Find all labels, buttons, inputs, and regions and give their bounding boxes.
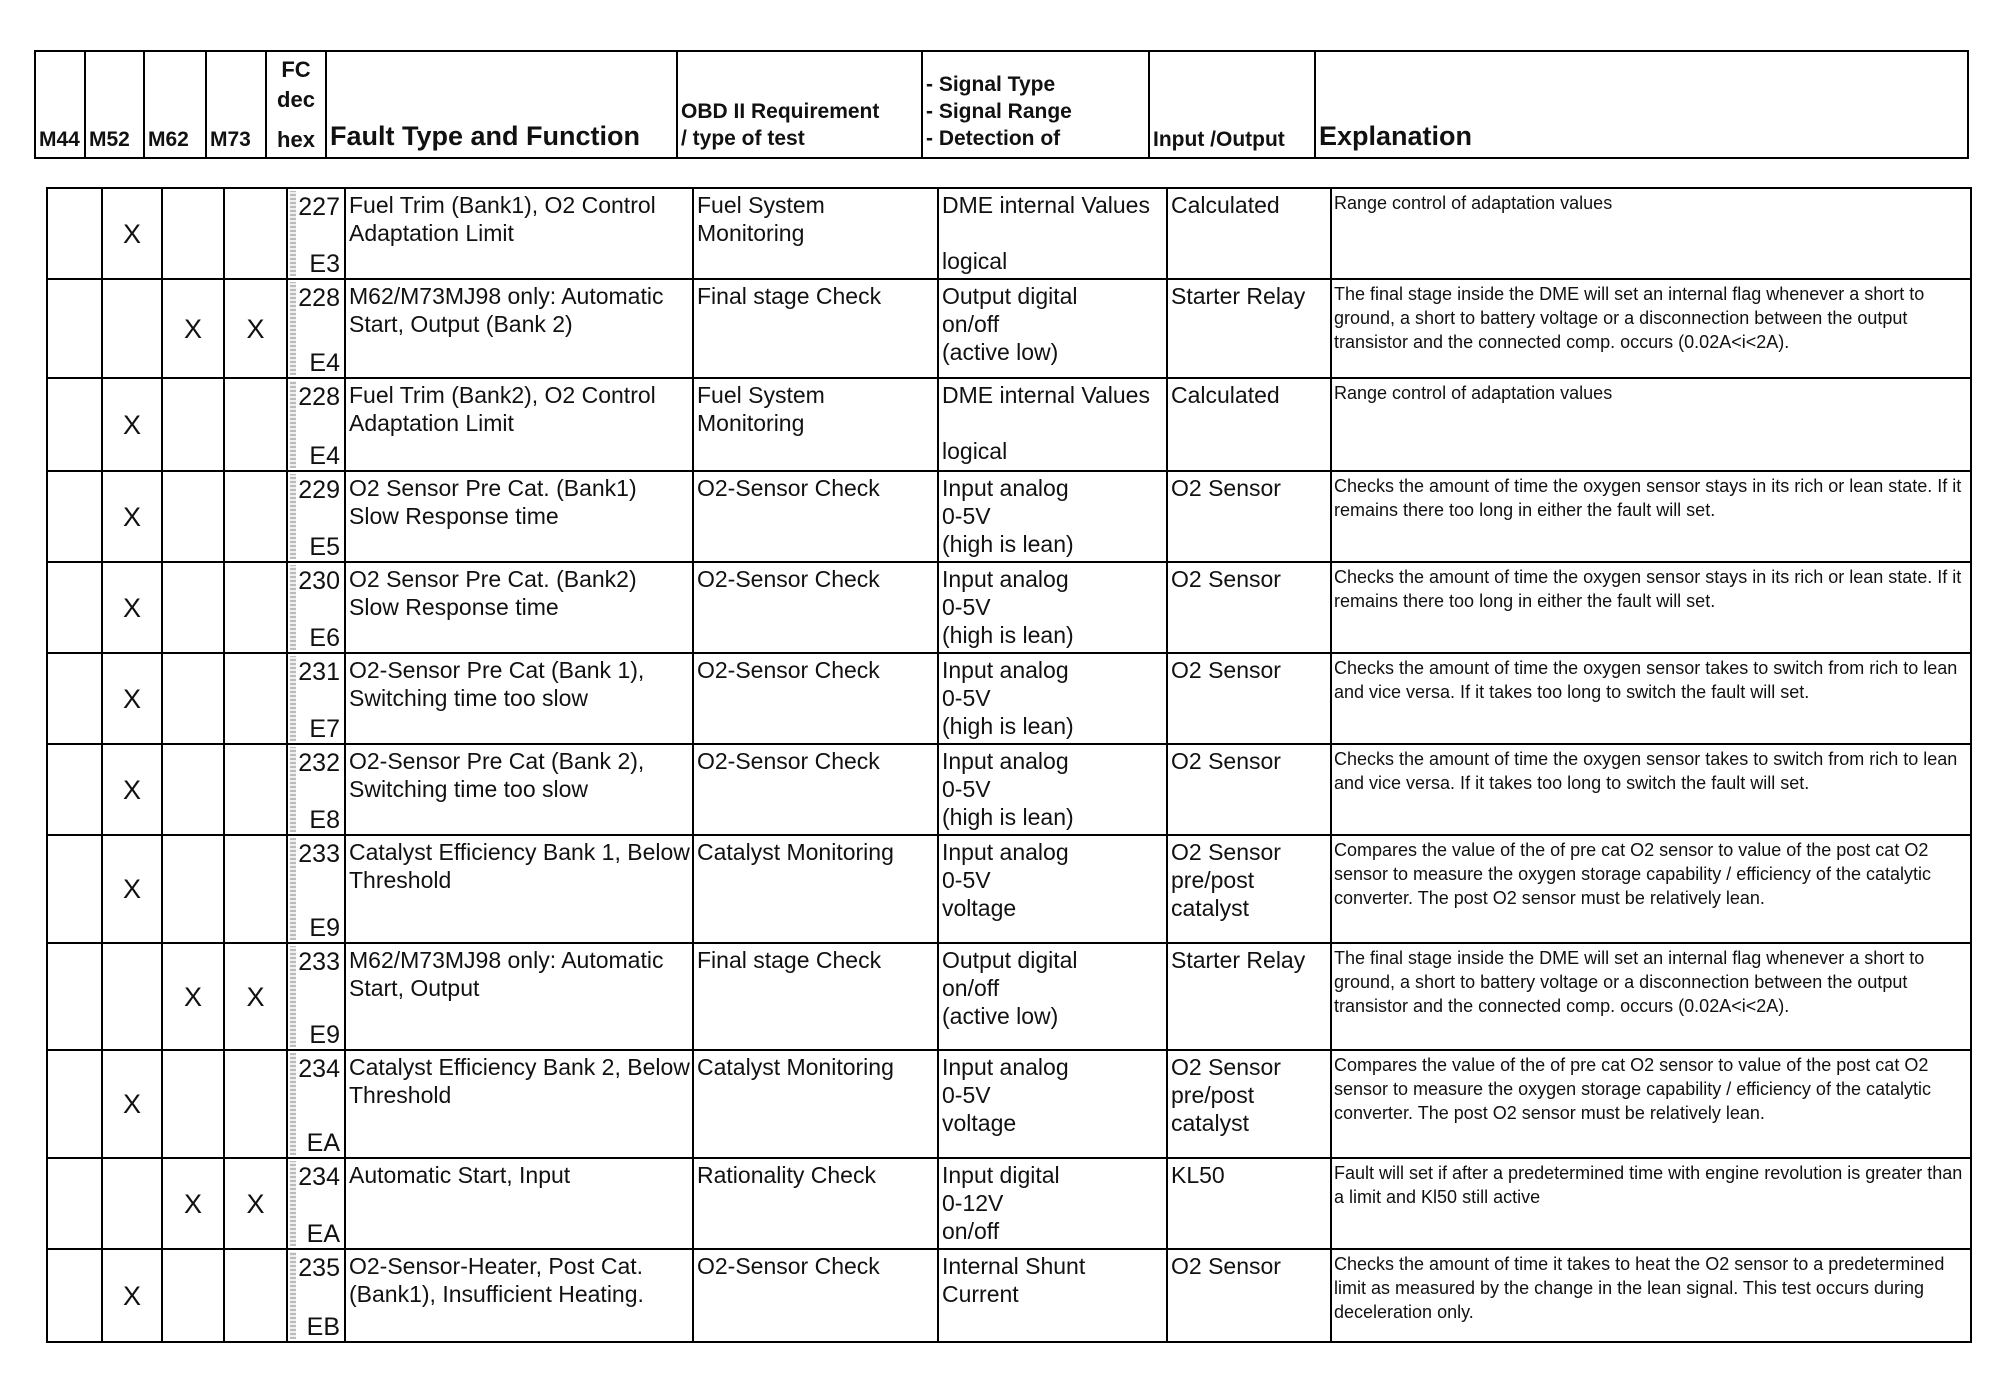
header-signal-line1: - Signal Type xyxy=(926,73,1056,96)
engine-m52-mark: X xyxy=(102,835,162,943)
signal-line: Output digital xyxy=(942,947,1078,973)
engine-m73-mark xyxy=(224,562,287,653)
signal-line: Internal Shunt xyxy=(942,1253,1086,1279)
signal-line: (high is lean) xyxy=(942,713,1074,739)
explanation-cell: The final stage inside the DME will set an internal flag whenever a short to ground, a short to battery voltage or a disconnection between the output transistor and the connected comp. occurs (0.02A<i<2A). xyxy=(1331,279,1971,378)
fault-code-cell xyxy=(287,279,345,378)
explanation-cell: Checks the amount of time the oxygen sensor stays in its rich or lean state. If it remains there too long in either the fault will set. xyxy=(1331,471,1971,562)
fault-code-dec: 231 xyxy=(298,658,340,686)
fault-code-dec: 233 xyxy=(298,840,340,868)
signal-cell xyxy=(938,1158,1167,1249)
fault-type-cell: Fuel Trim (Bank1), O2 Control Adaptation Limit xyxy=(345,188,693,279)
signal-line: (active low) xyxy=(942,1003,1059,1029)
signal-line xyxy=(942,409,1164,437)
signal-line: on/off xyxy=(942,975,1000,1001)
fault-code-dec: 235 xyxy=(298,1254,340,1282)
input-output-cell: O2 Sensor xyxy=(1167,1249,1331,1342)
signal-cell xyxy=(938,471,1167,562)
engine-m62-mark xyxy=(162,835,224,943)
input-output-cell: O2 Sensor xyxy=(1167,653,1331,744)
engine-m52-mark: X xyxy=(102,1249,162,1342)
fault-code-dec: 230 xyxy=(298,567,340,595)
fault-code-hex: E8 xyxy=(309,806,340,834)
input-output-cell: Starter Relay xyxy=(1167,279,1331,378)
signal-line: Input analog xyxy=(942,566,1069,592)
signal-line: (high is lean) xyxy=(942,531,1074,557)
signal-line: 0-5V xyxy=(942,867,991,893)
fault-code-hex: E9 xyxy=(309,914,340,942)
signal-line: Output digital xyxy=(942,283,1078,309)
fault-code-strip xyxy=(290,191,296,276)
signal-line: voltage xyxy=(942,1110,1017,1136)
input-output-cell: O2 Sensor pre/post catalyst xyxy=(1167,1050,1331,1158)
fault-code-strip xyxy=(290,656,296,741)
signal-line: (high is lean) xyxy=(942,804,1074,830)
engine-m62-mark xyxy=(162,471,224,562)
fault-code-strip xyxy=(290,1252,296,1339)
table-row xyxy=(47,835,1971,943)
header-m73: M73 xyxy=(206,51,266,158)
fault-type-cell: Catalyst Efficiency Bank 2, Below Threshold xyxy=(345,1050,693,1158)
explanation-cell: Checks the amount of time it takes to heat the O2 sensor to a predetermined limit as measured by the change in the lean signal. This test occurs during deceleration only. xyxy=(1331,1249,1971,1342)
engine-m44-mark xyxy=(47,943,102,1050)
engine-m52-mark: X xyxy=(102,744,162,835)
input-output-cell: Starter Relay xyxy=(1167,943,1331,1050)
header-fc-dec: dec xyxy=(277,87,315,112)
engine-m52-mark: X xyxy=(102,188,162,279)
input-output-cell: Calculated xyxy=(1167,188,1331,279)
fault-code-strip xyxy=(290,474,296,559)
header-signal-line3: - Detection of xyxy=(926,127,1061,150)
fault-code-hex: E7 xyxy=(309,715,340,743)
signal-line: Input analog xyxy=(942,657,1069,683)
header-m52: M52 xyxy=(85,51,144,158)
explanation-cell: Checks the amount of time the oxygen sensor stays in its rich or lean state. If it remains there too long in either the fault will set. xyxy=(1331,562,1971,653)
fault-code-hex: EA xyxy=(306,1129,340,1157)
obd-requirement-cell: O2-Sensor Check xyxy=(693,471,938,562)
fault-code-strip xyxy=(290,946,296,1047)
fault-code-strip xyxy=(290,1053,296,1155)
engine-m73-mark xyxy=(224,744,287,835)
signal-line: 0-5V xyxy=(942,1082,991,1108)
obd-requirement-cell: Catalyst Monitoring xyxy=(693,1050,938,1158)
fault-type-cell: M62/M73MJ98 only: Automatic Start, Output (Bank 2) xyxy=(345,279,693,378)
engine-m44-mark xyxy=(47,1249,102,1342)
engine-m52-mark: X xyxy=(102,471,162,562)
input-output-cell: O2 Sensor pre/post catalyst xyxy=(1167,835,1331,943)
header-explanation: Explanation xyxy=(1315,51,1968,158)
obd-requirement-cell: Final stage Check xyxy=(693,279,938,378)
header-m44: M44 xyxy=(35,51,85,158)
fault-code-hex: EB xyxy=(306,1313,340,1341)
fault-code-dec: 232 xyxy=(298,749,340,777)
signal-line: 0-5V xyxy=(942,776,991,802)
fault-code-strip xyxy=(290,282,296,375)
table-row xyxy=(47,1249,1971,1342)
fault-code-hex: E5 xyxy=(309,533,340,561)
obd-requirement-cell: Catalyst Monitoring xyxy=(693,835,938,943)
table-row xyxy=(47,943,1971,1050)
fault-code-hex: E4 xyxy=(309,442,340,470)
fault-code-strip xyxy=(290,838,296,940)
table-row xyxy=(47,279,1971,378)
obd-requirement-cell: Rationality Check xyxy=(693,1158,938,1249)
engine-m73-mark xyxy=(224,653,287,744)
engine-m44-mark xyxy=(47,378,102,471)
signal-cell xyxy=(938,378,1167,471)
explanation-cell: Compares the value of the of pre cat O2 sensor to value of the post cat O2 sensor to measure the oxygen storage capability / efficiency of the catalytic converter. The post O2 sensor must be relatively lean. xyxy=(1331,835,1971,943)
obd-requirement-cell: O2-Sensor Check xyxy=(693,562,938,653)
engine-m62-mark xyxy=(162,188,224,279)
obd-requirement-cell: O2-Sensor Check xyxy=(693,744,938,835)
signal-line: (active low) xyxy=(942,339,1059,365)
fault-code-cell xyxy=(287,943,345,1050)
signal-line: logical xyxy=(942,438,1008,464)
input-output-cell: O2 Sensor xyxy=(1167,471,1331,562)
signal-line: voltage xyxy=(942,895,1017,921)
signal-line: Current xyxy=(942,1281,1019,1307)
signal-line: 0-5V xyxy=(942,503,991,529)
header-fc-label: FC xyxy=(281,57,311,82)
engine-m44-mark xyxy=(47,1158,102,1249)
header-signal xyxy=(922,51,1149,158)
engine-m52-mark: X xyxy=(102,653,162,744)
fault-code-dec: 229 xyxy=(298,476,340,504)
fault-code-strip xyxy=(290,1161,296,1246)
fault-code-dec: 228 xyxy=(298,284,340,312)
engine-m62-mark xyxy=(162,653,224,744)
fault-type-cell: O2 Sensor Pre Cat. (Bank1) Slow Response time xyxy=(345,471,693,562)
engine-m44-mark xyxy=(47,188,102,279)
signal-cell xyxy=(938,1050,1167,1158)
signal-line: DME internal Values xyxy=(942,192,1150,218)
signal-cell xyxy=(938,188,1167,279)
fault-type-cell: O2-Sensor Pre Cat (Bank 1), Switching time too slow xyxy=(345,653,693,744)
fault-code-cell xyxy=(287,562,345,653)
fault-code-dec: 228 xyxy=(298,383,340,411)
signal-line: on/off xyxy=(942,311,1000,337)
explanation-cell: Compares the value of the of pre cat O2 sensor to value of the post cat O2 sensor to measure the oxygen storage capability / efficiency of the catalytic converter. The post O2 sensor must be relatively lean. xyxy=(1331,1050,1971,1158)
input-output-cell: O2 Sensor xyxy=(1167,744,1331,835)
engine-m44-mark xyxy=(47,744,102,835)
fault-code-dec: 233 xyxy=(298,948,340,976)
engine-m62-mark xyxy=(162,1249,224,1342)
header-table xyxy=(34,50,1969,159)
explanation-cell: Range control of adaptation values xyxy=(1331,188,1971,279)
engine-m73-mark xyxy=(224,471,287,562)
signal-cell xyxy=(938,279,1167,378)
fault-code-dec: 227 xyxy=(298,193,340,221)
engine-m52-mark xyxy=(102,279,162,378)
engine-m52-mark: X xyxy=(102,562,162,653)
fault-code-strip xyxy=(290,747,296,832)
fault-code-cell xyxy=(287,653,345,744)
fault-type-cell: Automatic Start, Input xyxy=(345,1158,693,1249)
engine-m44-mark xyxy=(47,653,102,744)
engine-m73-mark: X xyxy=(224,943,287,1050)
engine-m62-mark: X xyxy=(162,1158,224,1249)
engine-m52-mark xyxy=(102,943,162,1050)
engine-m44-mark xyxy=(47,562,102,653)
signal-line: (high is lean) xyxy=(942,622,1074,648)
header-fc xyxy=(266,51,326,158)
engine-m62-mark xyxy=(162,378,224,471)
fault-type-cell: O2-Sensor-Heater, Post Cat. (Bank1), Insufficient Heating. xyxy=(345,1249,693,1342)
engine-m73-mark xyxy=(224,188,287,279)
engine-m52-mark: X xyxy=(102,1050,162,1158)
fault-type-cell: Catalyst Efficiency Bank 1, Below Threshold xyxy=(345,835,693,943)
engine-m62-mark: X xyxy=(162,943,224,1050)
table-row xyxy=(47,653,1971,744)
signal-cell xyxy=(938,562,1167,653)
fault-code-hex: E4 xyxy=(309,349,340,377)
signal-line: Input analog xyxy=(942,475,1069,501)
fault-code-cell xyxy=(287,1050,345,1158)
fault-type-cell: O2 Sensor Pre Cat. (Bank2) Slow Response time xyxy=(345,562,693,653)
table-row xyxy=(47,471,1971,562)
explanation-cell: Range control of adaptation values xyxy=(1331,378,1971,471)
signal-cell xyxy=(938,943,1167,1050)
fault-code-hex: EA xyxy=(306,1220,340,1248)
explanation-cell: Checks the amount of time the oxygen sensor takes to switch from rich to lean and vice versa. If it takes too long to switch the fault will set. xyxy=(1331,653,1971,744)
engine-m62-mark xyxy=(162,562,224,653)
table-row xyxy=(47,378,1971,471)
header-obd xyxy=(677,51,922,158)
fault-code-cell xyxy=(287,378,345,471)
header-signal-line2: - Signal Range xyxy=(926,100,1072,123)
fault-code-dec: 234 xyxy=(298,1163,340,1191)
signal-cell xyxy=(938,835,1167,943)
explanation-cell: Fault will set if after a predetermined time with engine revolution is greater than a limit and Kl50 still active xyxy=(1331,1158,1971,1249)
table-row xyxy=(47,188,1971,279)
signal-line: 0-5V xyxy=(942,685,991,711)
engine-m73-mark: X xyxy=(224,1158,287,1249)
signal-cell xyxy=(938,1249,1167,1342)
signal-line: Input analog xyxy=(942,1054,1069,1080)
obd-requirement-cell: Final stage Check xyxy=(693,943,938,1050)
signal-cell xyxy=(938,744,1167,835)
fault-code-hex: E9 xyxy=(309,1021,340,1049)
input-output-cell: O2 Sensor xyxy=(1167,562,1331,653)
table-row xyxy=(47,562,1971,653)
engine-m73-mark xyxy=(224,1249,287,1342)
engine-m73-mark xyxy=(224,1050,287,1158)
engine-m44-mark xyxy=(47,279,102,378)
fault-code-strip xyxy=(290,565,296,650)
table-row xyxy=(47,1050,1971,1158)
input-output-cell: KL50 xyxy=(1167,1158,1331,1249)
fault-code-strip xyxy=(290,381,296,468)
fault-code-cell xyxy=(287,835,345,943)
engine-m62-mark xyxy=(162,1050,224,1158)
header-fc-hex: hex xyxy=(277,127,315,152)
obd-requirement-cell: O2-Sensor Check xyxy=(693,653,938,744)
fault-type-cell: Fuel Trim (Bank2), O2 Control Adaptation Limit xyxy=(345,378,693,471)
signal-line: Input analog xyxy=(942,748,1069,774)
fault-table xyxy=(46,187,1972,1343)
signal-line: Input digital xyxy=(942,1162,1060,1188)
engine-m62-mark xyxy=(162,744,224,835)
signal-line: DME internal Values xyxy=(942,382,1150,408)
engine-m44-mark xyxy=(47,1050,102,1158)
signal-line: 0-12V xyxy=(942,1190,1004,1216)
obd-requirement-cell: O2-Sensor Check xyxy=(693,1249,938,1342)
table-row xyxy=(47,744,1971,835)
fault-code-cell xyxy=(287,744,345,835)
header-m62: M62 xyxy=(144,51,206,158)
fault-code-hex: E6 xyxy=(309,624,340,652)
header-io: Input /Output xyxy=(1149,51,1315,158)
signal-line: 0-5V xyxy=(942,594,991,620)
engine-m44-mark xyxy=(47,471,102,562)
fault-code-cell xyxy=(287,1158,345,1249)
header-obd-line2: / type of test xyxy=(681,127,805,150)
header-fault-type: Fault Type and Function xyxy=(326,51,677,158)
fault-code-dec: 234 xyxy=(298,1055,340,1083)
engine-m62-mark: X xyxy=(162,279,224,378)
obd-requirement-cell: Fuel System Monitoring xyxy=(693,188,938,279)
signal-cell xyxy=(938,653,1167,744)
table-row xyxy=(47,1158,1971,1249)
explanation-cell: Checks the amount of time the oxygen sensor takes to switch from rich to lean and vice versa. If it takes too long to switch the fault will set. xyxy=(1331,744,1971,835)
fault-code-hex: E3 xyxy=(309,250,340,278)
fault-type-cell: M62/M73MJ98 only: Automatic Start, Output xyxy=(345,943,693,1050)
input-output-cell: Calculated xyxy=(1167,378,1331,471)
header-obd-line1: OBD II Requirement xyxy=(681,100,880,123)
fault-code-cell xyxy=(287,1249,345,1342)
engine-m44-mark xyxy=(47,835,102,943)
engine-m52-mark xyxy=(102,1158,162,1249)
engine-m52-mark: X xyxy=(102,378,162,471)
engine-m73-mark xyxy=(224,378,287,471)
fault-type-cell: O2-Sensor Pre Cat (Bank 2), Switching time too slow xyxy=(345,744,693,835)
explanation-cell: The final stage inside the DME will set an internal flag whenever a short to ground, a short to battery voltage or a disconnection between the output transistor and the connected comp. occurs (0.02A<i<2A). xyxy=(1331,943,1971,1050)
engine-m73-mark xyxy=(224,835,287,943)
signal-line: logical xyxy=(942,248,1008,274)
fault-code-cell xyxy=(287,471,345,562)
engine-m73-mark: X xyxy=(224,279,287,378)
fault-code-cell xyxy=(287,188,345,279)
obd-requirement-cell: Fuel System Monitoring xyxy=(693,378,938,471)
signal-line xyxy=(942,219,1164,247)
signal-line: Input analog xyxy=(942,839,1069,865)
signal-line: on/off xyxy=(942,1218,1000,1244)
